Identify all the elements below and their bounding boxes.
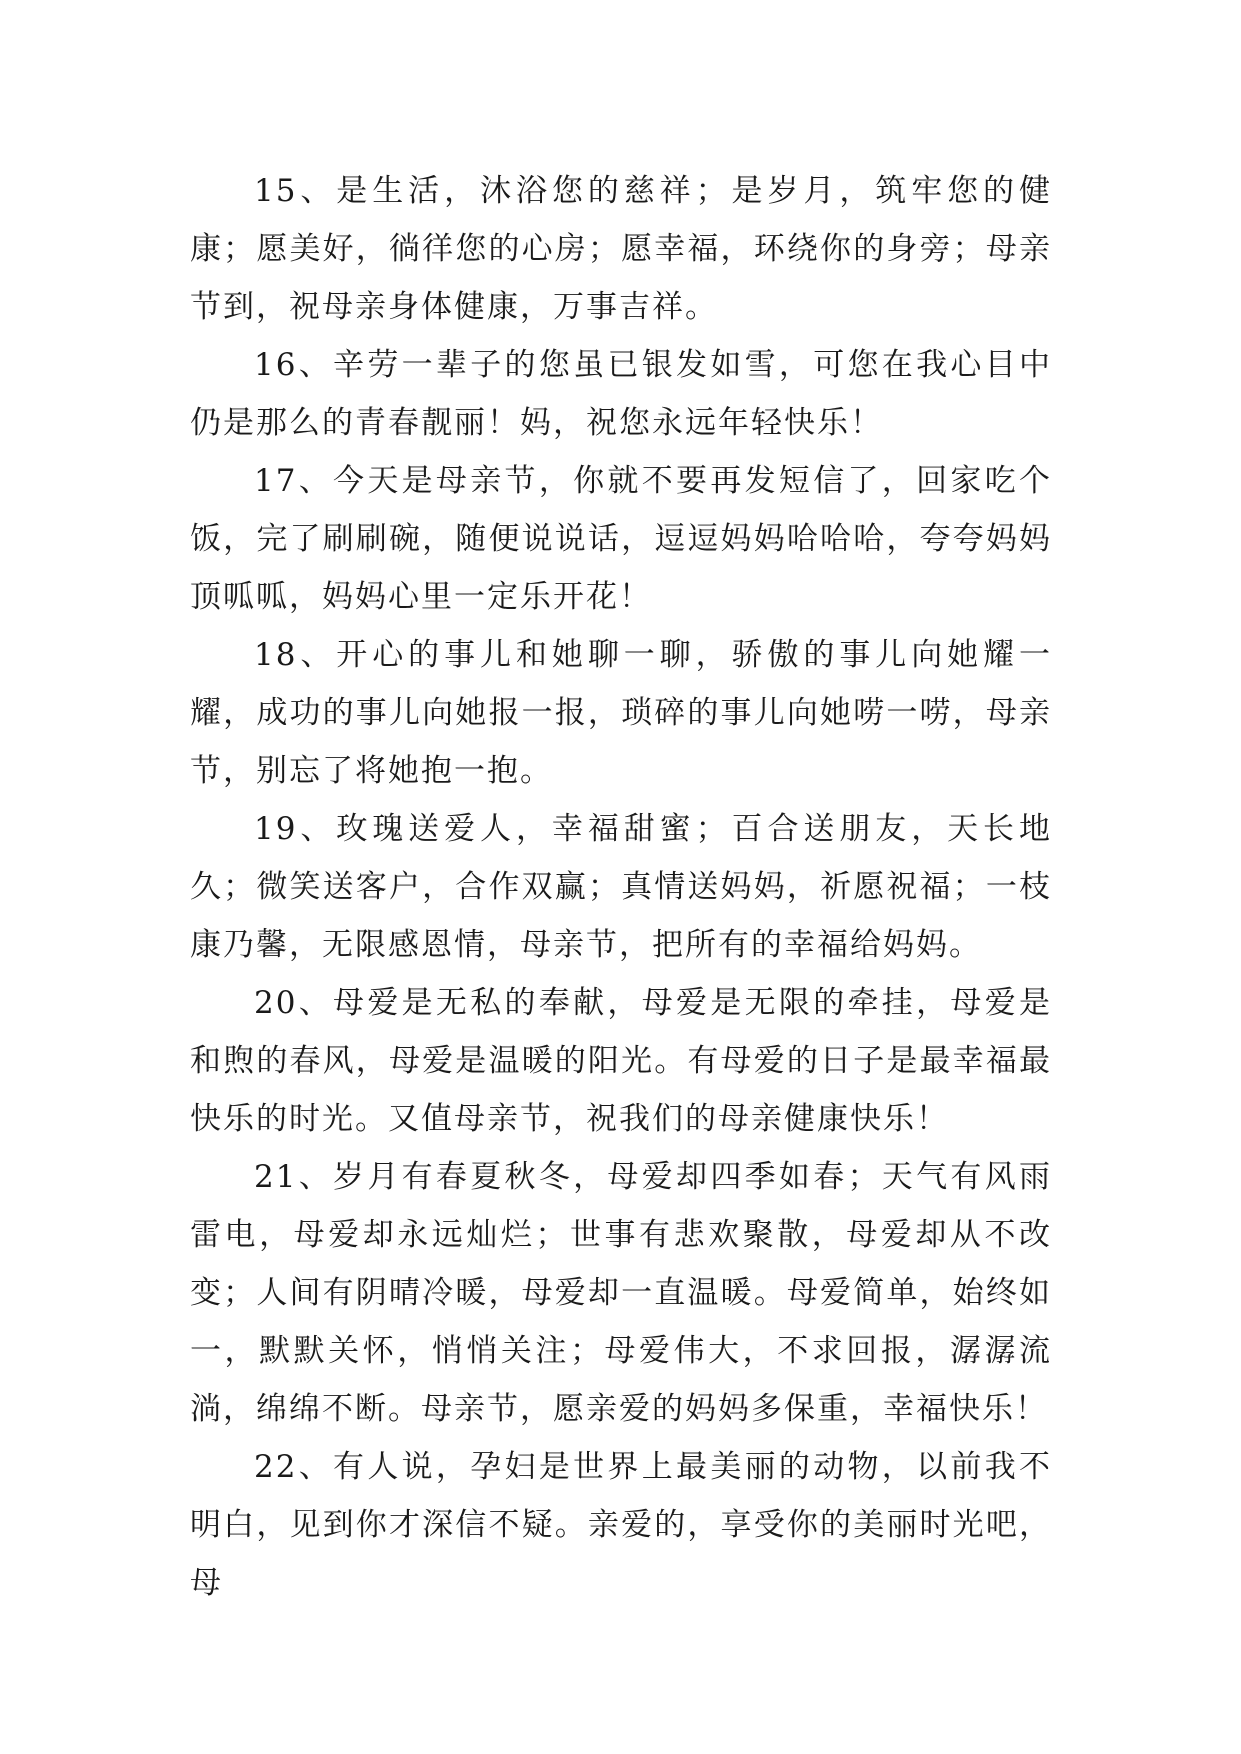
- paragraph-15: 15、是生活，沐浴您的慈祥；是岁月，筑牢您的健康；愿美好，徜徉您的心房；愿幸福，环绕你的身旁；母亲节到，祝母亲身体健康，万事吉祥。: [190, 173, 1052, 325]
- paragraph-16: 16、辛劳一辈子的您虽已银发如雪，可您在我心目中仍是那么的青春靓丽！妈，祝您永远年轻快乐！: [190, 347, 1052, 441]
- paragraph-18: 18、开心的事儿和她聊一聊，骄傲的事儿向她耀一耀，成功的事儿向她报一报，琐碎的事儿向她唠一唠，母亲节，别忘了将她抱一抱。: [190, 637, 1052, 789]
- paragraph-22: 22、有人说，孕妇是世界上最美丽的动物，以前我不明白，见到你才深信不疑。亲爱的，享受你的美丽时光吧，母: [190, 1449, 1052, 1601]
- paragraph-19: 19、玫瑰送爱人，幸福甜蜜；百合送朋友，天长地久；微笑送客户，合作双赢；真情送妈妈，祈愿祝福；一枝康乃馨，无限感恩情，母亲节，把所有的幸福给妈妈。: [190, 811, 1052, 963]
- paragraph-20: 20、母爱是无私的奉献，母爱是无限的牵挂，母爱是和煦的春风，母爱是温暖的阳光。有母爱的日子是最幸福最快乐的时光。又值母亲节，祝我们的母亲健康快乐！: [190, 985, 1052, 1137]
- paragraph-17: 17、今天是母亲节，你就不要再发短信了，回家吃个饭，完了刷刷碗，随便说说话，逗逗妈妈哈哈哈，夸夸妈妈顶呱呱，妈妈心里一定乐开花！: [190, 463, 1052, 615]
- paragraph-21: 21、岁月有春夏秋冬，母爱却四季如春；天气有风雨雷电，母爱却永远灿烂；世事有悲欢聚散，母爱却从不改变；人间有阴晴冷暖，母爱却一直温暖。母爱简单，始终如一，默默关怀，悄悄关注；母爱伟大，不求回报，潺潺流淌，绵绵不断。母亲节，愿亲爱的妈妈多保重，幸福快乐！: [190, 1159, 1052, 1427]
- document-body: [190, 162, 1052, 1612]
